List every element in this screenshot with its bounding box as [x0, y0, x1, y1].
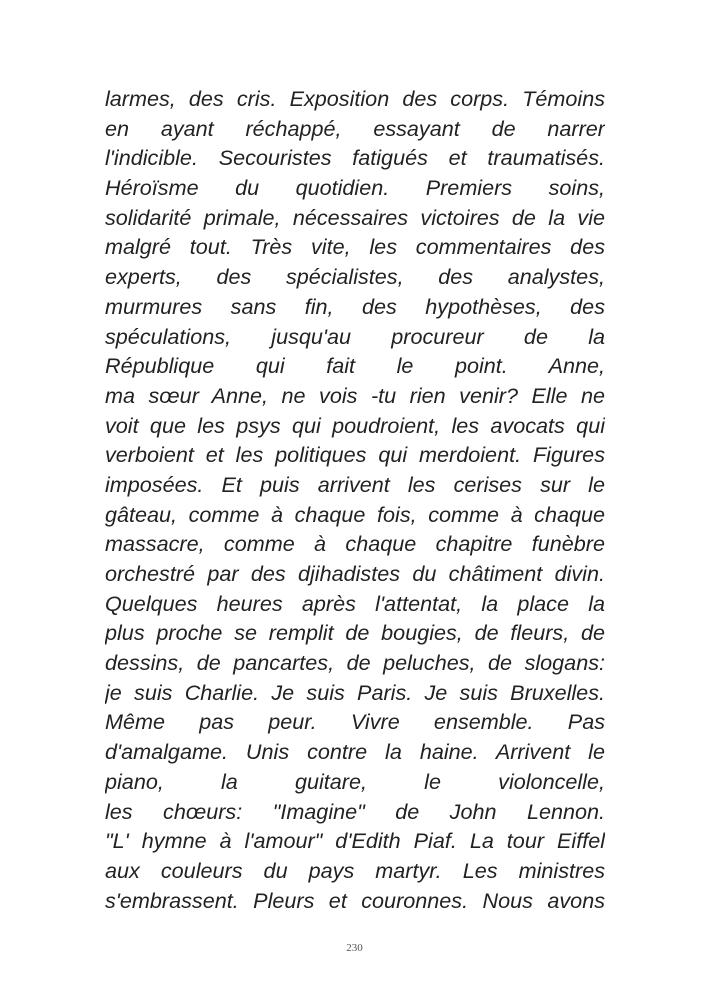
- text-line: ma sœur Anne, ne vois -tu rien venir? Elle ne: [105, 382, 605, 408]
- text-line: d'amalgame. Unis contre la haine. Arrivent le: [105, 739, 605, 765]
- text-line: orchestré par des djihadistes du châtiment divin.: [105, 561, 605, 586]
- text-line: voit que les psys qui poudroient, les avocats qui: [105, 412, 605, 438]
- text-line: "L' hymne à l'amour" d'Edith Piaf. La tour Eiffel: [105, 828, 605, 854]
- text-line: larmes, des cris. Exposition des corps. Témoins: [105, 86, 605, 111]
- text-line: murmures sans fin, des hypothèses, des: [105, 293, 605, 319]
- text-line: Même pas peur. Vivre ensemble. Pas: [105, 709, 605, 735]
- text-line: piano, la guitare, le violoncelle,: [105, 768, 605, 794]
- text-line: massacre, comme à chaque chapitre funèbre: [105, 531, 605, 557]
- text-line: malgré tout. Très vite, les commentaires des: [105, 234, 605, 260]
- text-line: l'indicible. Secouristes fatigués et traumatisés.: [105, 145, 605, 171]
- text-line: dessins, de pancartes, de peluches, de slogans:: [105, 650, 605, 676]
- text-line: Héroïsme du quotidien. Premiers soins,: [105, 175, 605, 201]
- text-line: aux couleurs du pays martyr. Les ministres: [105, 857, 605, 883]
- text-line: les chœurs: "Imagine" de John Lennon.: [105, 798, 605, 824]
- text-line: solidarité primale, nécessaires victoires de la vie: [105, 204, 605, 230]
- text-line: gâteau, comme à chaque fois, comme à chaque: [105, 501, 605, 527]
- text-line: République qui fait le point. Anne,: [105, 353, 605, 379]
- text-line: experts, des spécialistes, des analystes,: [105, 264, 605, 290]
- text-line: imposées. Et puis arrivent les cerises sur le: [105, 471, 605, 497]
- text-line: Quelques heures après l'attentat, la place la: [105, 590, 605, 616]
- text-line: en ayant réchappé, essayant de narrer: [105, 115, 605, 141]
- text-line: spéculations, jusqu'au procureur de la: [105, 323, 605, 349]
- text-line: verboient et les politiques qui merdoient. Figures: [105, 442, 605, 468]
- text-line: s'embrassent. Pleurs et couronnes. Nous avons: [105, 887, 605, 913]
- page-number: 230: [346, 942, 363, 954]
- text-line: je suis Charlie. Je suis Paris. Je suis Bruxelles.: [105, 679, 605, 705]
- text-line: plus proche se remplit de bougies, de fleurs, de: [105, 620, 605, 646]
- body-text: [105, 84, 605, 915]
